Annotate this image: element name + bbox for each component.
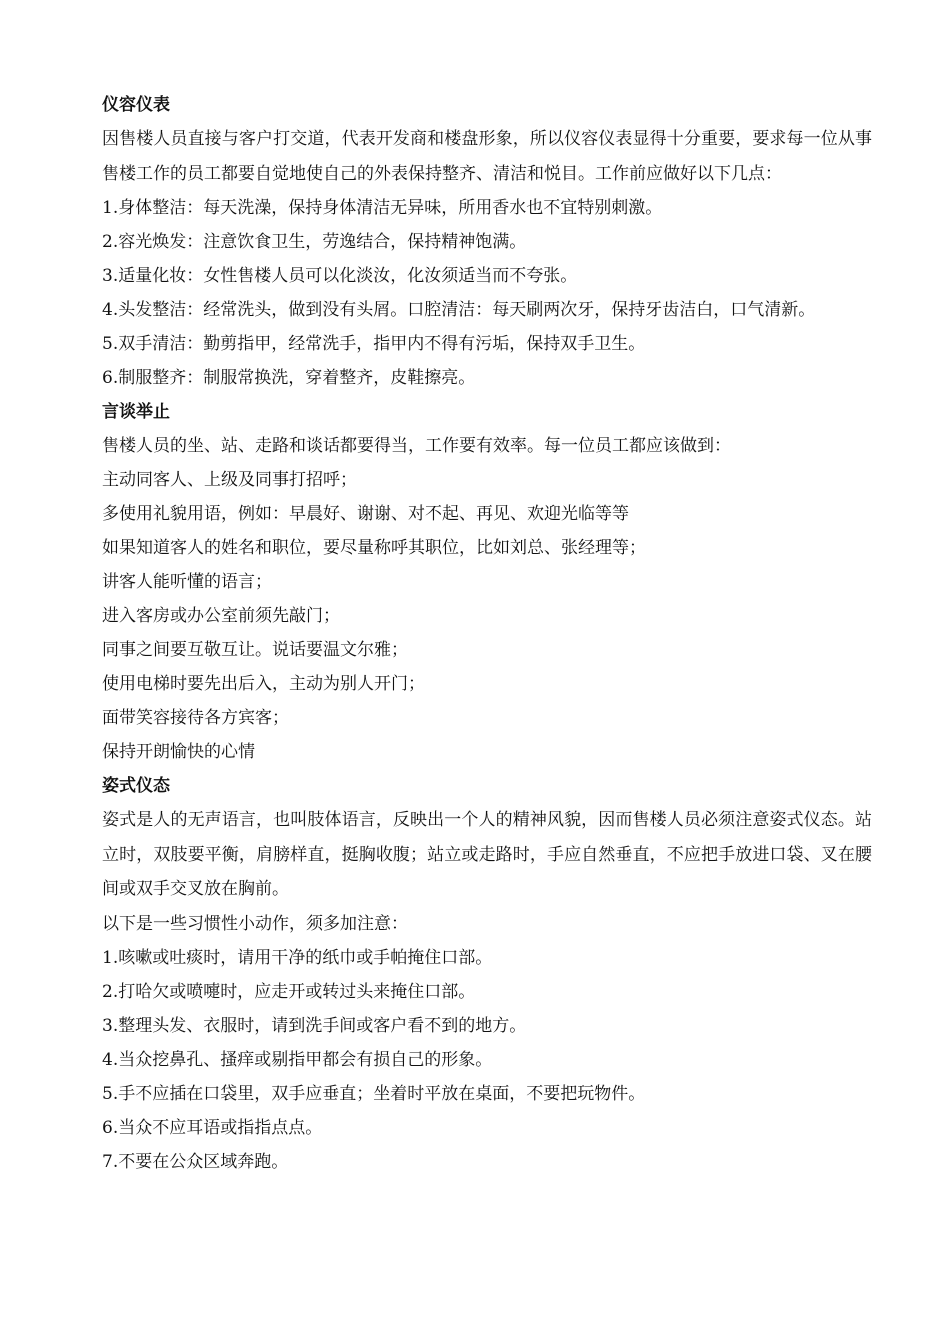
section-heading-appearance: 仪容仪表 — [102, 95, 170, 115]
document-body — [102, 88, 872, 1179]
list-item: 1.咳嗽或吐痰时，请用干净的纸巾或手帕掩住口部。 — [102, 947, 493, 968]
list-item: 6.当众不应耳语或指指点点。 — [102, 1117, 323, 1138]
list-item: 讲客人能听懂的语言； — [102, 572, 272, 592]
section-intro-posture: 姿式是人的无声语言，也叫肢体语言，反映出一个人的精神风貌，因而售楼人员必须注意姿式仪态。站立时，双肢要平衡，肩膀样直，挺胸收腹；站立或走路时，手应自然垂直，不应把手放进口袋、叉在腰间或双手交叉放在胸前。 — [102, 810, 872, 899]
section-heading-posture: 姿式仪态 — [102, 776, 170, 796]
list-item: 如果知道客人的姓名和职位，要尽量称呼其职位，比如刘总、张经理等； — [102, 538, 646, 558]
list-item: 3.整理头发、衣服时，请到洗手间或客户看不到的地方。 — [102, 1015, 527, 1036]
list-item: 1.身体整洁：每天洗澡，保持身体清洁无异味，所用香水也不宜特别刺激。 — [102, 198, 663, 218]
list-item: 2.容光焕发：注意饮食卫生，劳逸结合，保持精神饱满。 — [102, 232, 527, 252]
list-item: 4.头发整洁：经常洗头，做到没有头屑。口腔清洁：每天刷两次牙，保持牙齿洁白，口气清新。 — [102, 300, 816, 320]
list-item: 以下是一些习惯性小动作，须多加注意： — [102, 913, 408, 934]
list-item: 2.打哈欠或喷嚏时，应走开或转过头来掩住口部。 — [102, 981, 476, 1002]
list-item: 面带笑容接待各方宾客； — [102, 708, 289, 728]
list-item: 7.不要在公众区域奔跑。 — [102, 1151, 289, 1172]
list-item: 进入客房或办公室前须先敲门； — [102, 606, 340, 626]
list-item: 5.双手清洁：勤剪指甲，经常洗手，指甲内不得有污垢，保持双手卫生。 — [102, 334, 646, 354]
list-item: 多使用礼貌用语，例如：早晨好、谢谢、对不起、再见、欢迎光临等等 — [102, 504, 629, 524]
list-item: 3.适量化妆：女性售楼人员可以化淡汝，化汝须适当而不夸张。 — [102, 266, 578, 286]
section-intro-appearance: 因售楼人员直接与客户打交道，代表开发商和楼盘形象，所以仪容仪表显得十分重要，要求每一位从事售楼工作的员工都要自觉地使自己的外表保持整齐、清洁和悦目。工作前应做好以下几点： — [102, 129, 872, 184]
list-item: 主动同客人、上级及同事打招呼； — [102, 470, 357, 490]
list-item: 保持开朗愉快的心情 — [102, 742, 255, 762]
list-item: 4.当众挖鼻孔、搔痒或剔指甲都会有损自己的形象。 — [102, 1049, 493, 1070]
list-item: 6.制服整齐：制服常换洗，穿着整齐，皮鞋擦亮。 — [102, 368, 476, 388]
section-heading-manners: 言谈举止 — [102, 402, 170, 422]
section-intro-manners: 售楼人员的坐、站、走路和谈话都要得当，工作要有效率。每一位员工都应该做到： — [102, 436, 731, 456]
list-item: 5.手不应插在口袋里，双手应垂直；坐着时平放在桌面，不要把玩物件。 — [102, 1083, 646, 1104]
list-item: 同事之间要互敬互让。说话要温文尔雅； — [102, 640, 408, 660]
list-item: 使用电梯时要先出后入，主动为别人开门； — [102, 674, 425, 694]
